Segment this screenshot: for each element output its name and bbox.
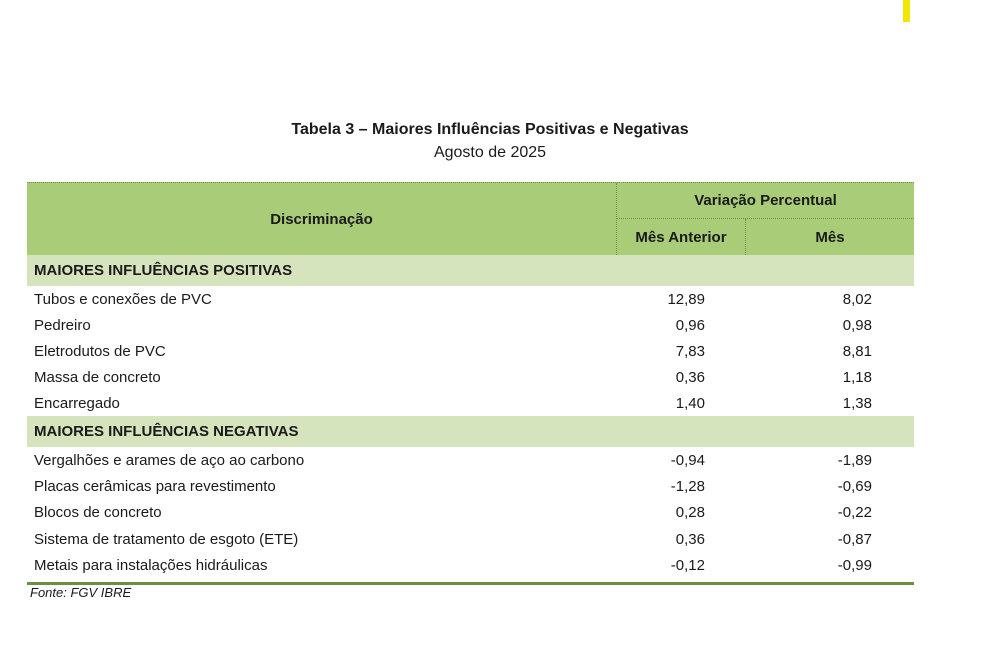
row-mes-anterior: -1,28	[670, 478, 705, 496]
row-mes-anterior: -0,12	[670, 557, 705, 575]
table-bottom-rule	[27, 582, 914, 585]
row-label: Placas cerâmicas para revestimento	[34, 478, 276, 496]
table-row	[27, 364, 914, 390]
table-row	[27, 338, 914, 364]
row-mes-anterior: 0,28	[675, 504, 705, 522]
row-mes: -0,69	[837, 478, 872, 496]
row-mes-anterior: 0,36	[675, 368, 705, 386]
header-variacao-percentual: Variação Percentual	[617, 183, 914, 219]
table-row	[27, 447, 914, 473]
table-row	[27, 500, 914, 526]
row-mes: -1,89	[837, 451, 872, 469]
row-mes-anterior: 0,36	[675, 530, 705, 548]
table-row	[27, 526, 914, 552]
table-row	[27, 390, 914, 416]
header-mes-anterior: Mês Anterior	[617, 219, 746, 255]
table-title: Tabela 3 – Maiores Influências Positivas e Negativas	[291, 121, 689, 138]
row-label: Massa de concreto	[34, 368, 161, 386]
table-row	[27, 286, 914, 312]
row-mes-anterior: -0,94	[670, 451, 705, 469]
section-positive: MAIORES INFLUÊNCIAS POSITIVAS	[27, 255, 914, 286]
table-row	[27, 473, 914, 499]
table-header	[27, 182, 914, 255]
row-mes-anterior: 1,40	[675, 394, 705, 412]
row-label: Encarregado	[34, 394, 120, 412]
row-mes: -0,22	[837, 504, 872, 522]
row-mes-anterior: 12,89	[667, 290, 705, 308]
accent-bar	[903, 0, 910, 22]
row-label: Pedreiro	[34, 316, 91, 334]
section-negative: MAIORES INFLUÊNCIAS NEGATIVAS	[27, 416, 914, 447]
row-mes: -0,99	[837, 557, 872, 575]
row-mes: 1,18	[842, 368, 872, 386]
influences-table	[27, 182, 914, 585]
header-mes: Mês	[815, 228, 845, 246]
header-discriminacao: Discriminação	[27, 183, 617, 255]
row-label: Vergalhões e arames de aço ao carbono	[34, 451, 305, 469]
table-row	[27, 553, 914, 579]
row-mes: -0,87	[837, 530, 872, 548]
row-mes: 0,98	[842, 316, 872, 334]
row-label: Sistema de tratamento de esgoto (ETE)	[34, 530, 299, 548]
table-row	[27, 312, 914, 338]
row-mes: 1,38	[842, 394, 872, 412]
row-mes: 8,81	[842, 342, 872, 360]
row-label: Blocos de concreto	[34, 504, 162, 522]
row-label: Metais para instalações hidráulicas	[34, 557, 268, 575]
row-mes: 8,02	[842, 290, 872, 308]
source-note: Fonte: FGV IBRE	[30, 585, 132, 600]
row-mes-anterior: 7,83	[675, 342, 705, 360]
row-label: Eletrodutos de PVC	[34, 342, 166, 360]
row-label: Tubos e conexões de PVC	[34, 290, 212, 308]
row-mes-anterior: 0,96	[675, 316, 705, 334]
table-subtitle: Agosto de 2025	[433, 144, 547, 161]
